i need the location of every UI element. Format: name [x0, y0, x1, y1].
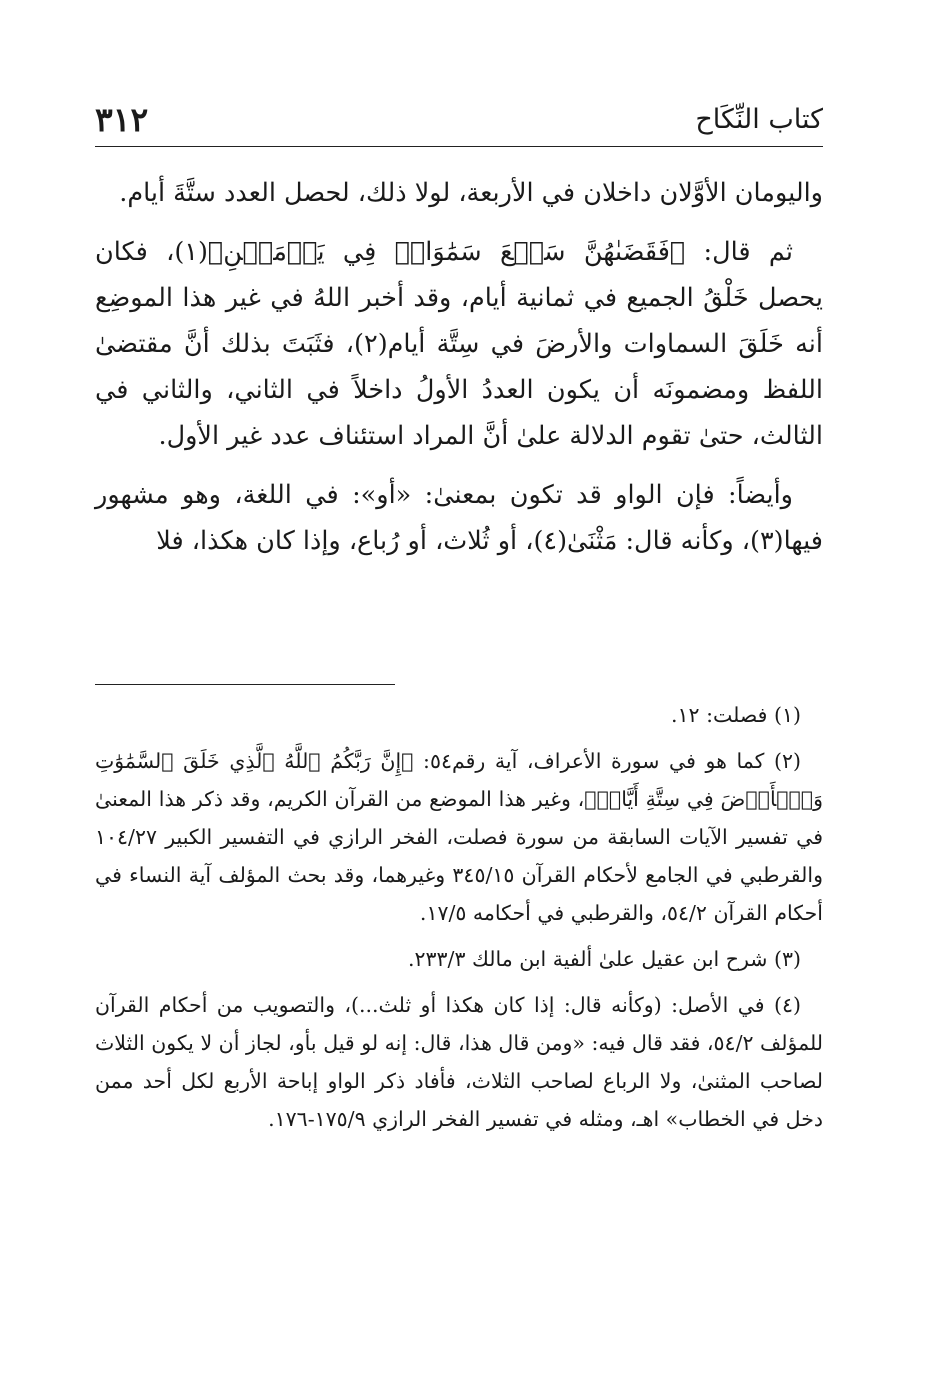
body-paragraph: واليومان الأوَّلان داخلان في الأربعة، لولا ذلك، لحصل العدد ستَّةَ أيام.	[119, 178, 823, 208]
footnote: (٤) في الأصل: (وكأنه قال: إذا كان هكذا أو ثلث...)، والتصويب من أحكام القرآن للمؤلف ٥٤/٢، فقد قال فيه: «ومن قال هذا، قال: إنه لو قيل بأو، لجاز أن لا يكون الثلاث لصاحب المثنىٰ، ولا الرباع لصاحب الثلاث، فأفاد ذكر الواو إباحة الأربع لكل أحد ممن دخل في الخطاب» اهـ، ومثله في تفسير الفخر الرازي ١٧٥/٩-١٧٦.	[95, 993, 823, 1131]
footnotes	[95, 696, 823, 1146]
book-page	[95, 0, 823, 1382]
page-number: ٣١٢	[95, 100, 149, 139]
footnote: (٣) شرح ابن عقيل علىٰ ألفية ابن مالك ٢٣٣/٣.	[407, 947, 801, 971]
footnote-divider	[95, 684, 395, 685]
main-text	[95, 170, 823, 577]
footnote: (٢) كما هو في سورة الأعراف، آية رقم٥٤: ﴿إِنَّ رَبَّكُمُ ٱللَّهُ ٱلَّذِي خَلَقَ ٱلسَّمَٰوَٰتِ وَٱلۡأَرۡضَ فِي سِتَّةِ أَيَّامٖ﴾، وغير هذا الموضع من القرآن الكريم، وقد ذكر هذا المعنىٰ في تفسير الآيات السابقة من سورة فصلت، الفخر الرازي في التفسير الكبير ١٠٤/٢٧ والقرطبي في الجامع لأحكام القرآن ٣٤٥/١٥ وغيرهما، وقد بحث المؤلف آية النساء في أحكام القرآن ٥٤/٢، والقرطبي في أحكامه ١٧/٥.	[95, 749, 823, 925]
footnote: (١) فصلت: ١٢.	[670, 703, 801, 727]
body-paragraph: ثم قال: ﴿فَقَضَىٰهُنَّ سَبۡعَ سَمَٰوَاتٖ فِي يَوۡمَيۡنِ﴾(١)، فكان يحصل خَلْقُ الجميع في ثمانية أيام، وقد أخبر اللهُ في غير هذا الموضِع أنه خَلَقَ السماوات والأرضَ في سِتَّة أيام(٢)، فثَبَتَ بذلك أنَّ مقتضىٰ اللفظ ومضمونَه أن يكون العددُ الأولُ داخلاً في الثاني، والثاني في الثالث، حتىٰ تقوم الدلالة علىٰ أنَّ المراد استئناف عدد غير الأول.	[95, 237, 823, 451]
running-header	[95, 100, 823, 147]
body-paragraph: وأيضاً: فإن الواو قد تكون بمعنىٰ: «أو»: في اللغة، وهو مشهور فيها(٣)، وكأنه قال: مَثْنَىٰ(٤)، أو ثُلاث، أو رُباع، وإذا كان هكذا، فلا	[95, 480, 823, 556]
chapter-title: كتاب النِّكَاح	[695, 104, 823, 135]
